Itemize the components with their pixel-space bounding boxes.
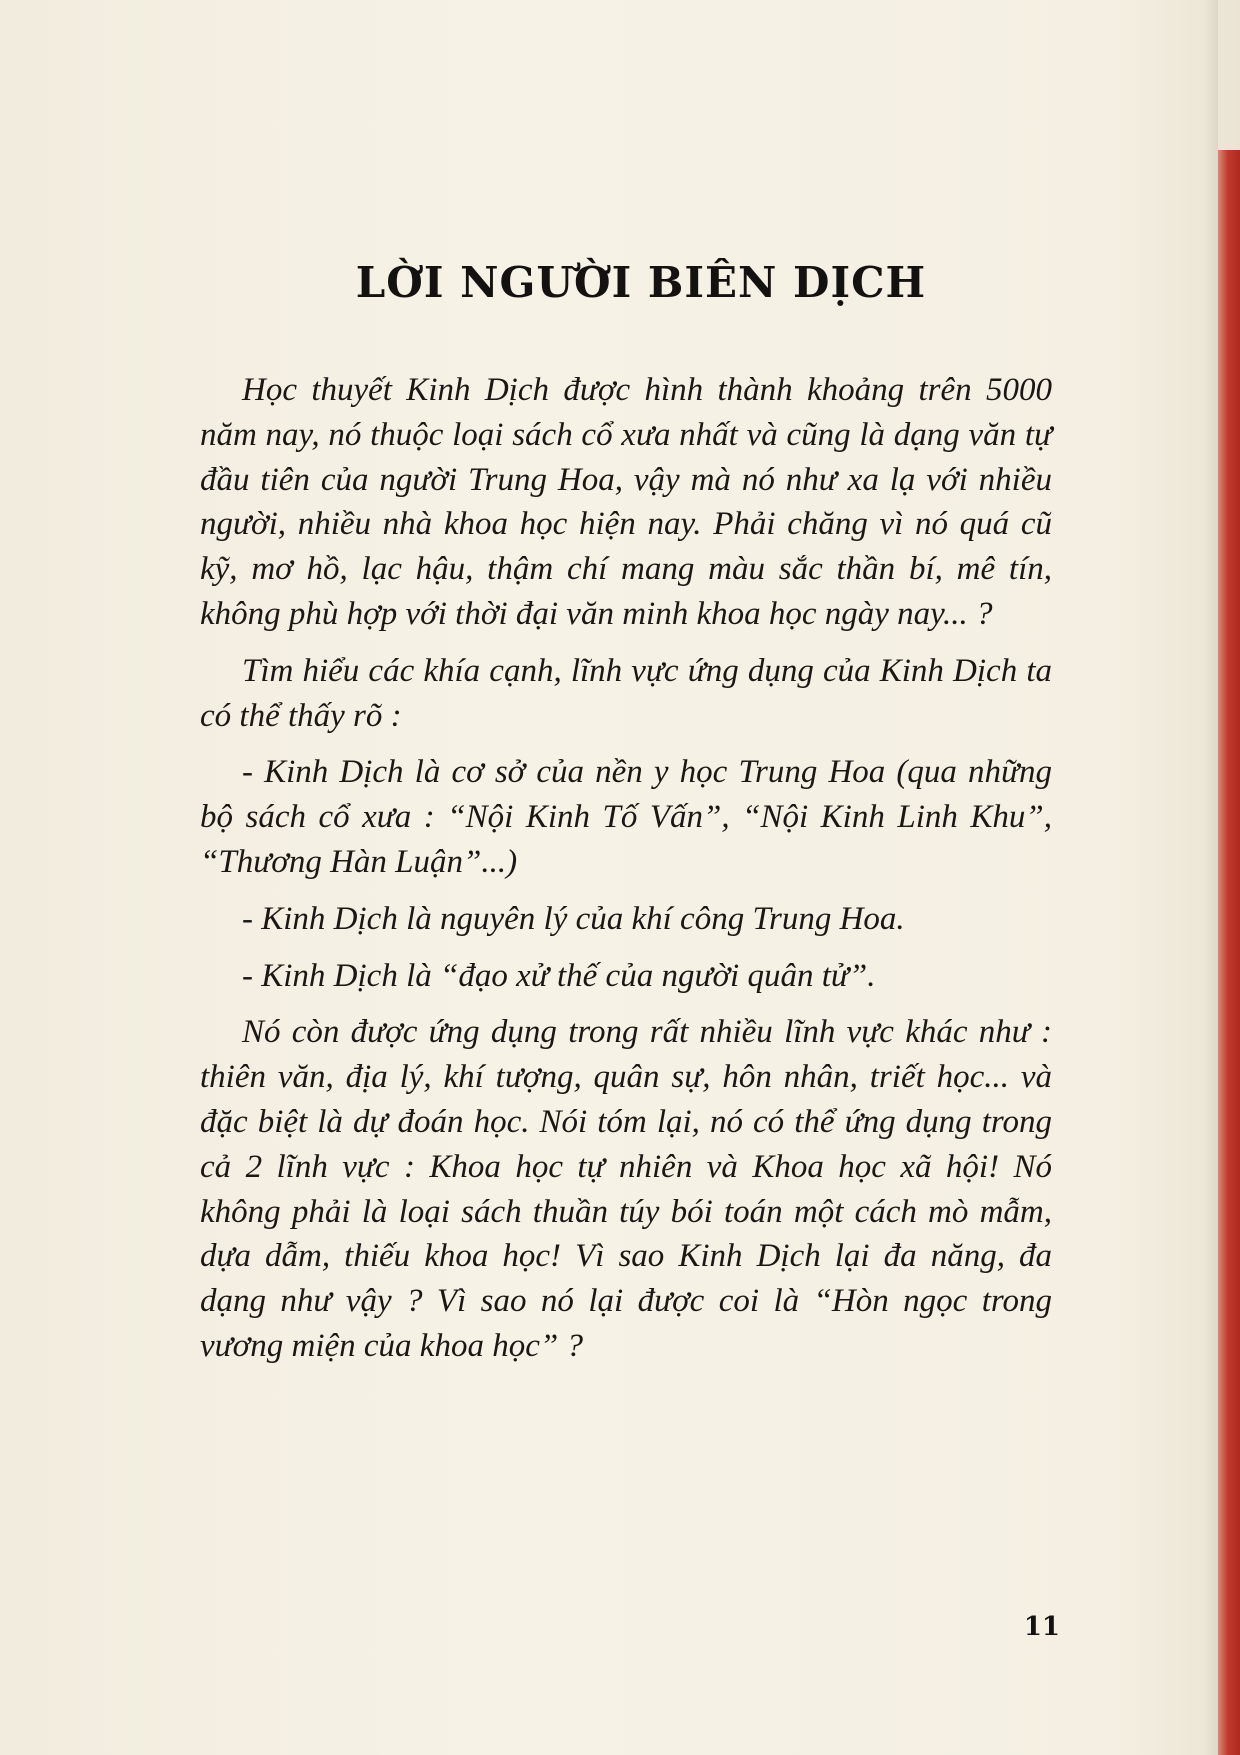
paragraph-medicine: - Kinh Dịch là cơ sở của nền y học Trung Hoa (qua những bộ sách cổ xưa : “Nội Kinh Tố Vấn”, “Nội Kinh Linh Khu”, “Thương Hàn Luận”...) (200, 754, 1052, 880)
chapter-title: LỜI NGƯỜI BIÊN DỊCH (355, 258, 927, 307)
page-number: 11 (1023, 1612, 1060, 1642)
paragraph-applications: Nó còn được ứng dụng trong rất nhiều lĩnh vực khác như : thiên văn, địa lý, khí tượng, quân sự, hôn nhân, triết học... và đặc biệt là dự đoán học. Nói tóm lại, nó có thể ứng dụng trong cả 2 lĩnh vực : Khoa học tự nhiên và Khoa học xã hội! Nó không phải là loại sách thuần túy bói toán một cách mò mẫm, dựa dẫm, thiếu khoa học! Vì sao Kinh Dịch lại đa năng, đa dạng như vậy ? Vì sao nó lại được coi là “Hòn ngọc trong vương miện của khoa học” ? (200, 1014, 1052, 1364)
paragraph-intro: Học thuyết Kinh Dịch được hình thành khoảng trên 5000 năm nay, nó thuộc loại sách cổ xưa nhất và cũng là dạng văn tự đầu tiên của người Trung Hoa, vậy mà nó như xa lạ với nhiều người, nhiều nhà khoa học hiện nay. Phải chăng vì nó quá cũ kỹ, mơ hồ, lạc hậu, thậm chí mang màu sắc thần bí, mê tín, không phù hợp với thời đại văn minh khoa học ngày nay... ? (200, 372, 1052, 632)
book-cover-edge (1218, 150, 1240, 1755)
body-text (200, 368, 1052, 1381)
paragraph-aspects: Tìm hiểu các khía cạnh, lĩnh vực ứng dụng của Kinh Dịch ta có thể thấy rõ : (200, 652, 1052, 734)
paragraph-conduct: - Kinh Dịch là “đạo xử thế của người quân tử”. (242, 957, 876, 994)
paragraph-qigong: - Kinh Dịch là nguyên lý của khí công Trung Hoa. (242, 900, 905, 937)
